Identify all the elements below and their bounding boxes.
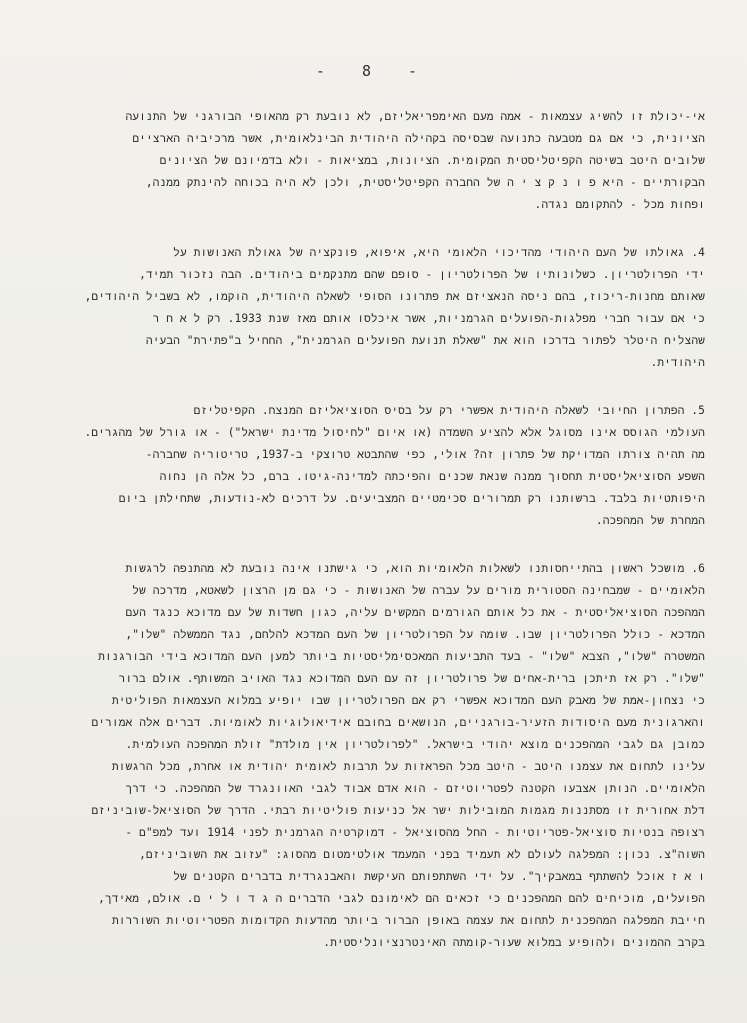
text-line: חייבת המפלגה המהפכנית לתחום את עצמה באופן הברור ביותר מהדעות הקדומות הפטריוטיות השוררות xyxy=(111,914,705,927)
text-line: המשטרה "שלו", הצבא "שלו" - בעד התביעות המאכסימליסטיות ביותר למען העם המדוכא בידי הבורגנות xyxy=(98,650,705,663)
text-line: היהודית. xyxy=(650,356,705,369)
text-line: הציונית, כי אם גם מטבעה כתנועה שבסיסה בקהילה היהודית הבינלאומית, אשר מרכיביה הארציים xyxy=(132,132,705,145)
text-line: כי אם עבור חברי מפלגות-הפועלים הגרמניות, אשר איכלסו אותם מאז שנת 1933. רק ל א ח ר xyxy=(152,312,705,325)
text-line: כי נצחון-אמת של מאבק העם המדוכא אפשרי רק אם הפרולטריון שבו יופיע במלוא העצמאות הפוליטית xyxy=(111,694,705,707)
text-line: הלאומיים - שמבחינה הסטורית מורים על עברה של האנושות - כי גם מן הרצון לשאטא, מדרכה של xyxy=(132,584,705,597)
text-line: רצופה בנטיות סוציאל-פטריוטיות - החל מהסוציאל - דמוקרטיה הגרמנית לפני 1914 ועד למפ"ם - xyxy=(125,826,705,839)
paragraph-gap xyxy=(40,532,705,558)
text-line: השוה"צ. נכון: המפלגה לעולם לא תעמיד בפני המעמד אולטימטום מהסוג: "עזוב את השוביניזם, xyxy=(139,848,705,861)
text-line: הפועלים, מוכיחים להם המהפכנים כי זכאים הם לאימונם לגבי הדברים ה ג ד ו ל י ם. אולם, מאידך, xyxy=(98,892,705,905)
text-line: "שלו". רק אז תיתכן ברית-אחים של פרולטריון זה עם העם המדוכא נגד האויב המשותף. אולם ברור xyxy=(118,672,705,685)
paragraph-intro-continuation xyxy=(40,106,705,216)
text-line: המהפכה הסוציאליסטית - את כל אותם הגורמים המקשים עליה, כגון חשדות של עם מדוכא כנגד העם xyxy=(125,606,705,619)
text-line: ופחות מכל - להתקומם נגדה. xyxy=(534,198,705,211)
text-line: כמובן גם לגבי המהפכנים מוצא יהודי בישראל. "לפרולטריון אין מולדת" זולת המהפכה העולמית. xyxy=(125,738,705,751)
text-line: העולמי הגוסס אינו מסוגל אלא להציע השמדה (או איום "לחיסול מדינת ישראל") - או גורל של מהגרים. xyxy=(84,426,705,439)
text-line: היפותטיות בלבד. ברשותנו רק תמרורים סכימטיים המצביעים. על דרכים לא-נודעות, שתחילתן ביום xyxy=(118,492,705,505)
paragraph-4 xyxy=(40,242,705,374)
text-line: המחרת של המהפכה. xyxy=(595,514,705,527)
text-line: 6. מושכל ראשון בהתייחסותנו לשאלות הלאומיות הוא, כי גישתנו אינה נובעת לא מהתנפה לרגשות xyxy=(125,562,705,575)
text-line: דלת אחורית זו מסתננות מגמות המובילות ישר אל כניעות פוליטיות רבתי. הדרך של הסוציאל-שוביניזם xyxy=(91,804,705,817)
text-line: שהצליח היטלר לפתור בדרכו הוא את "שאלת תנועת הפועלים הגרמנית", החחיל ב"פתירת" הבעיה xyxy=(145,334,705,347)
text-line: השפע הסוציאליסטית תחסוך ממנה שנאת שכנים והפיכתה למדינה-גיטו. ברם, כל אלה הן נחוה xyxy=(159,470,705,483)
page-number: - 8 - xyxy=(315,62,432,80)
paragraph-gap xyxy=(40,374,705,400)
body-text xyxy=(40,106,705,954)
paragraph-gap xyxy=(40,216,705,242)
text-line: ו א ז אוכל להשתתף במאבקיך". על ידי השתתפותם העיקשת והאבנגרדית בדברים הקטנים של xyxy=(173,870,705,883)
text-line: שאותם מחנות-ריכוז, בהם ניסה הנאציזם את פתרונו הסופי לשאלה היהודית, הוקמו, לא בשביל היהודים, xyxy=(84,290,705,303)
text-line: עלינו לתחום את עצמנו היטב - היטב מכל הפראזות על תרבות לאומית יהודית או אחרת, מכל הרגשות xyxy=(111,760,705,773)
paragraph-6 xyxy=(40,558,705,954)
text-line: אי-יכולת זו להשיג עצמאות - אמה מעם האימפריאליזם, לא נובעת רק מהאופי הבורגני של התנועה xyxy=(125,110,705,123)
text-line: והארגונית מעם היסודות הזעיר-בורגניים, הנושאים בחובם אידיאולוגיות לאומיות. דברים אלה אמורים xyxy=(91,716,705,729)
text-line: מה תהיה צורתו המדויקת של פתרון זה? אולי, כפי שהתבטא טרוצקי ב-1937, טריטוריה שחברה- xyxy=(145,448,705,461)
paragraph-5 xyxy=(40,400,705,532)
text-line: 4. גאולתו של העם היהודי מהדיכוי הלאומי היא, איפוא, פונקציה של גאולת האנושות על xyxy=(173,246,705,259)
text-line: הלאומיים. הנותן אצבעו הקטנה לפטריוטיזם - הוא אדם אבוד לגבי האוונגרד של המהפכה. כי דרך xyxy=(125,782,705,795)
text-line: בקרב ההמונים ולהופיע במלוא שעור-קומתה האינטרנציונליסטית. xyxy=(323,936,705,949)
text-line: ידי הפרולטריון. כשלונותיו של הפרולטריון - סופם שהם מתנקמים ביהודים. הבה נזכור תמיד, xyxy=(139,268,705,281)
text-line: שלובים היטב בשיטה הקפיטליסטית המקומית. הציונות, במציאות - ולא בדמיונם של הציונים xyxy=(159,154,705,167)
text-line: הבקורתיים - היא פ ו נ ק צ י ה של החברה הקפיטליסטית, ולכן לא היה בכוחה להינתק ממנה, xyxy=(145,176,705,189)
text-line: 5. הפתרון החיובי לשאלה היהודית אפשרי רק על בסיס הסוציאליזם המנצח. הקפיטליזם xyxy=(193,404,705,417)
text-line: המדכא - כולל הפרולטריון שבו. שומה על הפרולטריון של העם המדכא להלחם, נגד הממשלה "שלו", xyxy=(125,628,705,641)
